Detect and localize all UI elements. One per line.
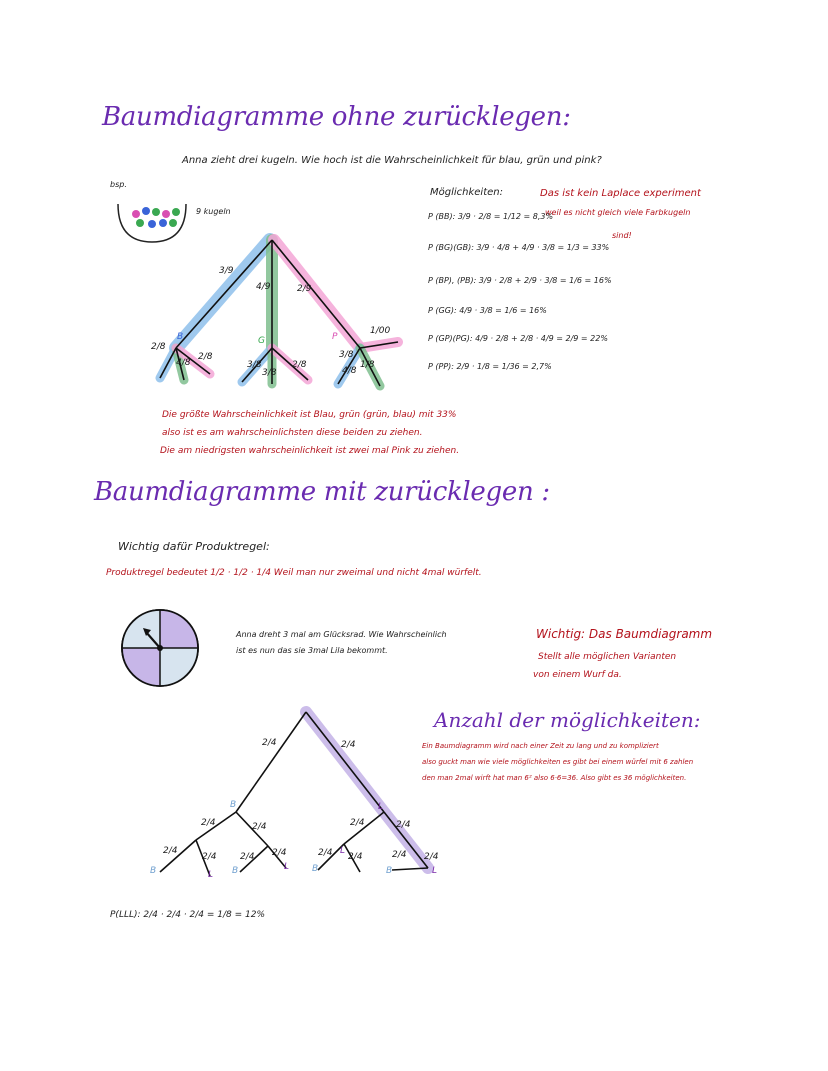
- prob-gp: P (GP)(PG): 4/9 · 2/8 + 2/8 · 4/9 = 2/9 = 22%: [428, 334, 608, 343]
- tree2-leaf-4: 2/4: [272, 848, 287, 858]
- tree2-letter-1: B: [230, 800, 237, 810]
- tree1-second-8: 4/8: [342, 366, 357, 376]
- tree2-mid-3: 2/4: [350, 818, 365, 828]
- tree2-letter-3: B: [150, 866, 157, 876]
- wichtig-produktregel: Wichtig dafür Produktregel:: [118, 540, 270, 553]
- tree1-second-3: 2/8: [198, 352, 213, 362]
- laplace-note-3: sind!: [612, 231, 632, 240]
- tree1-second-5: 3/8: [262, 368, 277, 378]
- note-wichtig-2: Stellt alle möglichen Varianten: [538, 652, 677, 662]
- tree2-leaf-2: 2/4: [202, 852, 217, 862]
- prob-bg: P (BG)(GB): 3/9 · 4/8 + 4/9 · 3/8 = 1/3 = 33%: [428, 243, 610, 252]
- result-lll: P(LLL): 2/4 · 2/4 · 2/4 = 1/8 = 12%: [110, 910, 266, 920]
- produktregel-text: Produktregel bedeutet 1/2 · 1/2 · 1/4 Weil man nur zweimal und nicht 4mal würfelt.: [106, 568, 482, 578]
- tree2-letter-5: B: [232, 866, 239, 876]
- tree2-letter-6: L: [284, 862, 290, 872]
- section2-title: Baumdiagramme mit zurücklegen :: [94, 477, 550, 507]
- anzahl-title: Anzahl der möglichkeiten:: [434, 708, 701, 732]
- tree2-mid-2: 2/4: [252, 822, 267, 832]
- tree2-letter-4: L: [208, 870, 214, 880]
- tree2-letter-2: L: [378, 802, 384, 812]
- tree2-leaf-1: 2/4: [163, 846, 178, 856]
- anzahl-text-1: Ein Baumdiagramm wird nach einer Zeit zu lang und zu kompliziert: [422, 742, 659, 750]
- anzahl-text-2: also guckt man wie viele möglichkeiten es gibt bei einem würfel mit 6 zahlen: [422, 758, 694, 766]
- prob-gg: P (GG): 4/9 · 3/8 = 1/6 = 16%: [428, 306, 547, 315]
- spinner-text-2: ist es nun das sie 3mal Lila bekommt.: [236, 646, 388, 655]
- tree2-top-left: 2/4: [262, 738, 277, 748]
- moeglichkeiten-heading: Möglichkeiten:: [430, 187, 503, 198]
- tree1-top-pink: 2/9: [297, 284, 312, 294]
- tree1-letter-g: G: [258, 336, 265, 346]
- tree1-second-1: 2/8: [151, 342, 166, 352]
- tree1-second-6: 2/8: [292, 360, 307, 370]
- tree1-second-9: 1/8: [360, 360, 375, 370]
- tree2-leaf-8: 2/4: [424, 852, 439, 862]
- tree2-leaf-3: 2/4: [240, 852, 255, 862]
- conclusion-2: also ist es am wahrscheinlichsten diese beiden zu ziehen.: [162, 428, 423, 438]
- tree2-letter-7: B: [312, 864, 319, 874]
- prob-bp: P (BP), (PB): 3/9 · 2/8 + 2/9 · 3/8 = 1/6 = 16%: [428, 276, 612, 285]
- tree1-top-green: 4/9: [256, 282, 271, 292]
- prob-pp: P (PP): 2/9 · 1/8 = 1/36 = 2,7%: [428, 362, 552, 371]
- tree2-top-right: 2/4: [341, 740, 356, 750]
- tree2-leaf-5: 2/4: [318, 848, 333, 858]
- note-wichtig-3: von einem Wurf da.: [533, 670, 622, 680]
- tree2-leaf-7: 2/4: [392, 850, 407, 860]
- tree2-mid-1: 2/4: [201, 818, 216, 828]
- conclusion-1: Die größte Wahrscheinlichkeit ist Blau, grün (grün, blau) mit 33%: [162, 410, 457, 420]
- note-wichtig-1: Wichtig: Das Baumdiagramm: [536, 627, 713, 641]
- conclusion-3: Die am niedrigsten wahrscheinlichkeit ist zwei mal Pink zu ziehen.: [160, 446, 460, 456]
- tree2-letter-8: L: [340, 846, 346, 856]
- tree2-mid-4: 2/4: [396, 820, 411, 830]
- balls-label: 9 kugeln: [196, 207, 231, 216]
- section1-question: Anna zieht drei kugeln. Wie hoch ist die Wahrscheinlichkeit für blau, grün und pink?: [182, 155, 602, 166]
- tree2-letter-10: L: [432, 866, 438, 876]
- spinner-text-1: Anna dreht 3 mal am Glücksrad. Wie Wahrscheinlich: [236, 630, 447, 639]
- prob-bb: P (BB): 3/9 · 2/8 = 1/12 = 8,3%: [428, 212, 554, 221]
- tree1-second-2: 4/8: [176, 358, 191, 368]
- bsp-label: bsp.: [110, 180, 127, 189]
- tree2-leaf-6: 2/4: [348, 852, 363, 862]
- laplace-note-2: weil es nicht gleich viele Farbkugeln: [545, 208, 691, 217]
- tree1-top-blue: 3/9: [219, 266, 234, 276]
- tree1-letter-p: P: [332, 332, 338, 342]
- laplace-note-1: Das ist kein Laplace experiment: [540, 188, 701, 199]
- tree1-extra-label: 1/00: [370, 326, 391, 336]
- tree1-second-7: 3/8: [339, 350, 354, 360]
- tree1-second-4: 3/8: [247, 360, 262, 370]
- section1-title: Baumdiagramme ohne zurücklegen:: [102, 102, 571, 132]
- anzahl-text-3: den man 2mal wirft hat man 6² also 6·6=36. Also gibt es 36 möglichkeiten.: [422, 774, 687, 782]
- tree1-letter-b: B: [177, 332, 184, 342]
- tree2-letter-9: B: [386, 866, 393, 876]
